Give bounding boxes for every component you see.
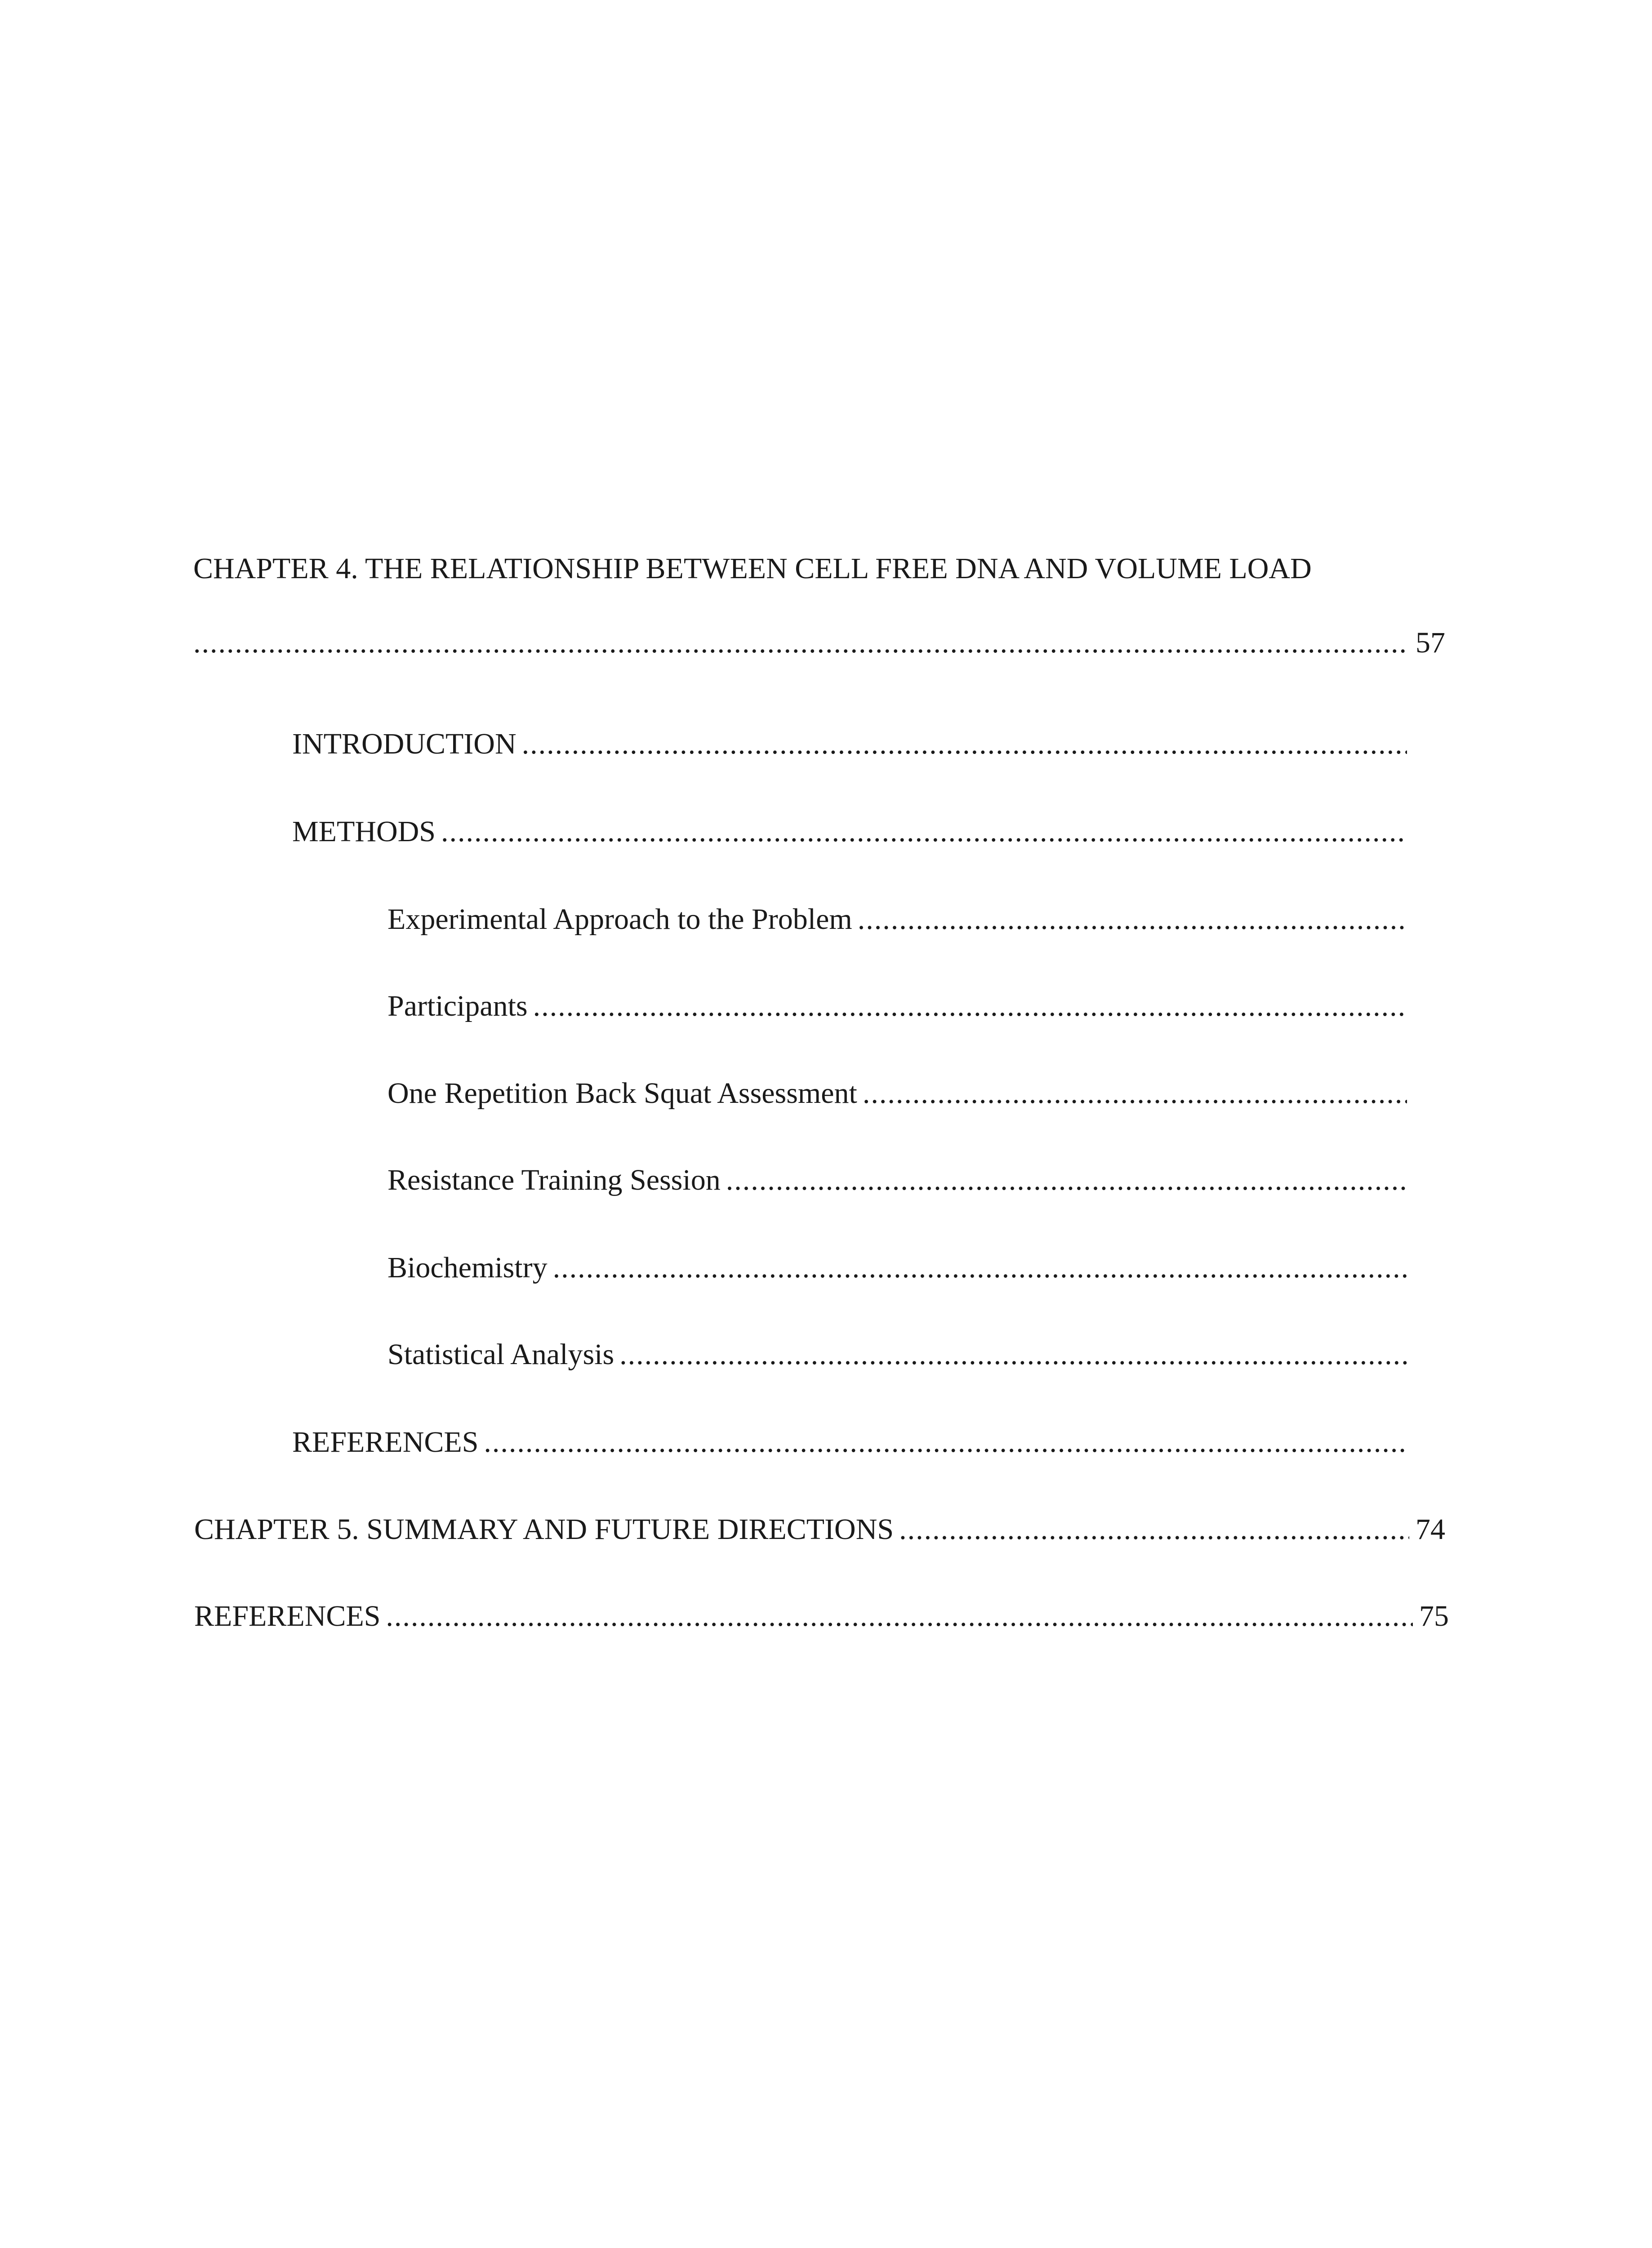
dot-leader bbox=[441, 814, 1407, 850]
dot-leader bbox=[726, 1162, 1407, 1198]
toc-entry-chapter4-references bbox=[292, 1424, 1407, 1460]
toc-entry-one-rep-back-squat bbox=[387, 1075, 1407, 1111]
toc-entry-label: CHAPTER 5. SUMMARY AND FUTURE DIRECTIONS bbox=[194, 1513, 894, 1546]
toc-entry-label: METHODS bbox=[292, 815, 436, 848]
toc-entry-introduction bbox=[292, 726, 1407, 762]
dot-leader bbox=[193, 625, 1409, 661]
toc-entry-label: Biochemistry bbox=[387, 1251, 548, 1284]
toc-entry-label: Statistical Analysis bbox=[387, 1338, 614, 1371]
toc-entry-label: REFERENCES bbox=[194, 1600, 381, 1632]
toc-chapter4-page: 57 bbox=[1416, 626, 1445, 659]
toc-entry-resistance-training bbox=[387, 1162, 1407, 1198]
dot-leader bbox=[533, 988, 1407, 1024]
dot-leader bbox=[863, 1075, 1407, 1111]
toc-entry-methods bbox=[292, 814, 1407, 850]
dot-leader bbox=[858, 901, 1407, 937]
toc-entry-biochemistry bbox=[387, 1250, 1407, 1286]
dot-leader bbox=[619, 1337, 1407, 1373]
toc-entry-chapter5 bbox=[194, 1512, 1445, 1548]
toc-chapter4-leader-line bbox=[193, 625, 1445, 661]
toc-entry-references bbox=[194, 1598, 1449, 1634]
toc-chapter4-title-text: CHAPTER 4. THE RELATIONSHIP BETWEEN CELL FREE DNA AND VOLUME LOAD bbox=[193, 552, 1312, 585]
toc-entry-page: 74 bbox=[1416, 1513, 1445, 1546]
toc-entry-label: Experimental Approach to the Problem bbox=[387, 903, 852, 936]
toc-entry-label: One Repetition Back Squat Assessment bbox=[387, 1077, 857, 1110]
toc-entry-label: Resistance Training Session bbox=[387, 1164, 721, 1196]
toc-entry-statistical-analysis bbox=[387, 1337, 1407, 1373]
dot-leader bbox=[484, 1424, 1407, 1460]
toc-entry-label: Participants bbox=[387, 990, 528, 1022]
toc-entry-label: REFERENCES bbox=[292, 1426, 479, 1459]
toc-entry-page: 75 bbox=[1419, 1600, 1449, 1632]
dot-leader bbox=[522, 726, 1407, 762]
dot-leader bbox=[386, 1598, 1413, 1634]
toc-chapter4-title bbox=[193, 551, 1312, 587]
dot-leader bbox=[899, 1512, 1409, 1548]
toc-entry-experimental-approach bbox=[387, 901, 1407, 937]
toc-entry-label: INTRODUCTION bbox=[292, 727, 517, 760]
toc-entry-participants bbox=[387, 988, 1407, 1024]
dot-leader bbox=[553, 1250, 1407, 1286]
